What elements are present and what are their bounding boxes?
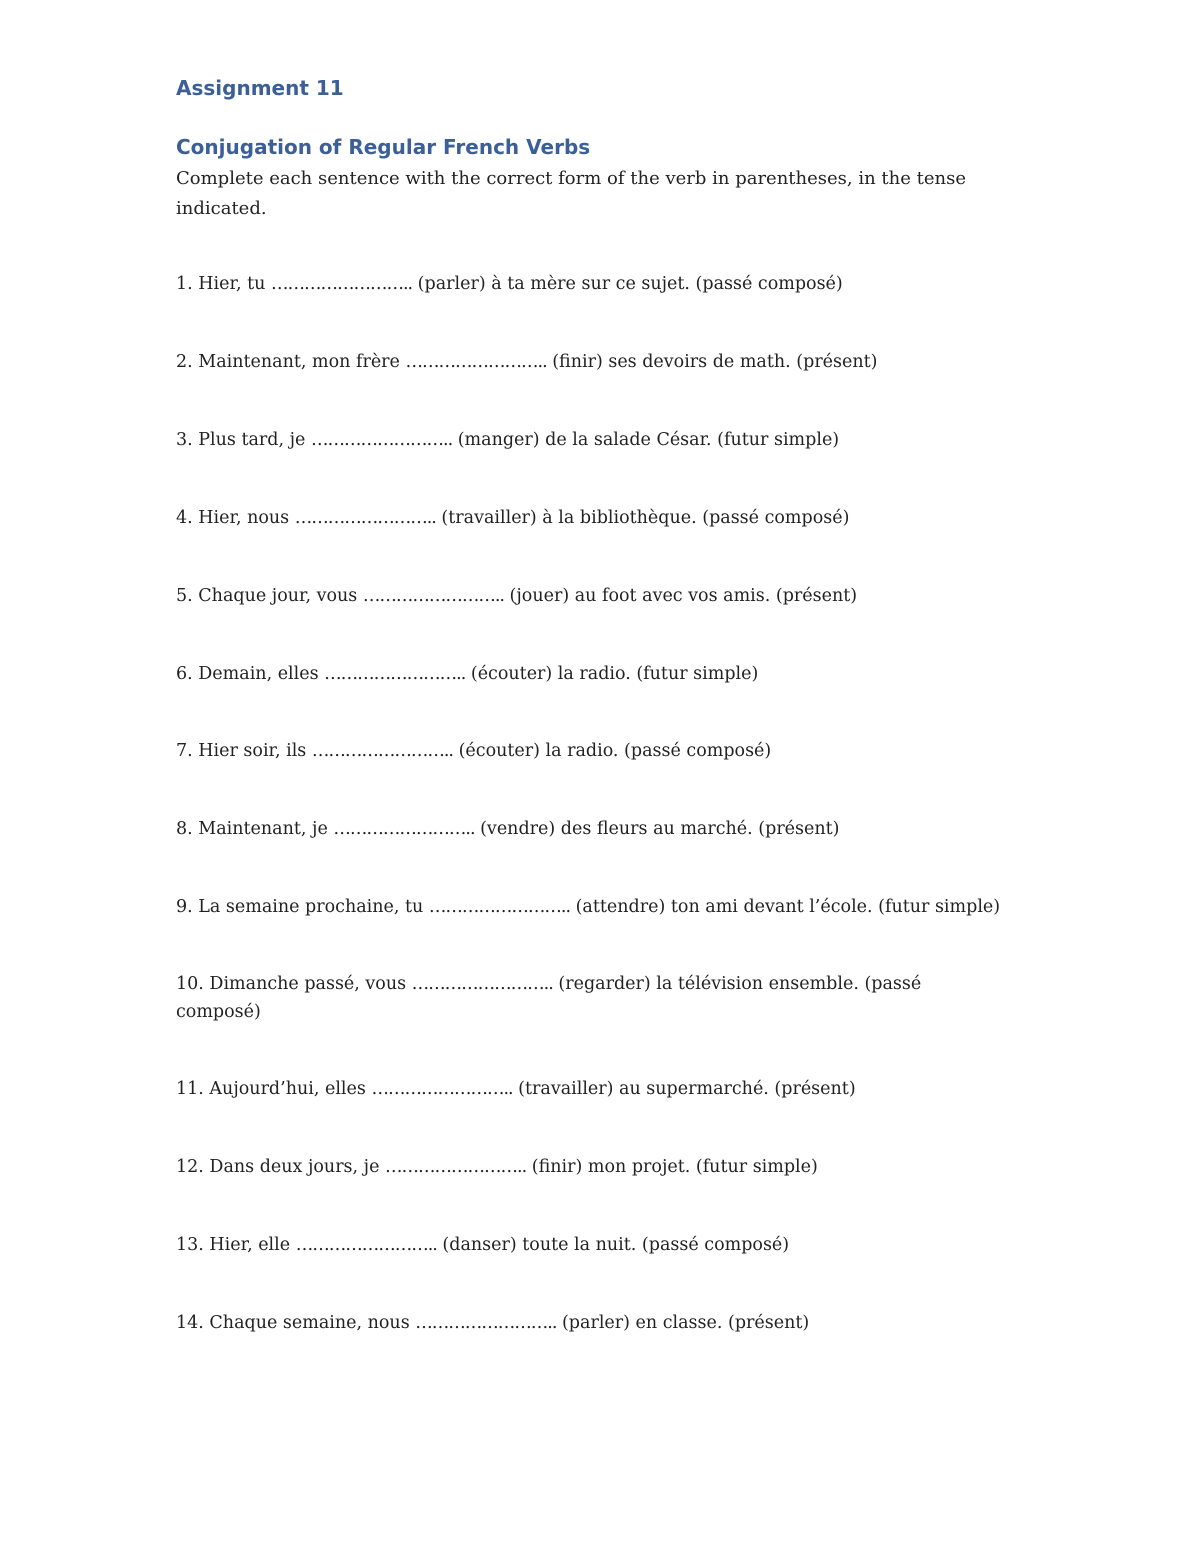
exercise-number: 13.	[176, 1235, 204, 1255]
exercise-hint: (attendre) ton ami devant l’école. (futur simple)	[575, 897, 1001, 917]
exercise-number: 2.	[176, 352, 193, 372]
exercise-number: 11.	[176, 1079, 204, 1099]
exercise-item	[176, 270, 843, 298]
exercise-hint: (écouter) la radio. (passé composé)	[458, 741, 772, 761]
exercise-hint: (vendre) des fleurs au marché. (présent)	[480, 819, 840, 839]
answer-blank: ……………………..	[311, 430, 453, 450]
exercise-number: 1.	[176, 274, 193, 294]
exercise-item	[176, 582, 857, 610]
exercise-item	[176, 1231, 789, 1259]
exercise-prompt: Hier soir, ils	[198, 741, 307, 761]
answer-blank: ……………………..	[295, 1235, 437, 1255]
instructions-text: Complete each sentence with the correct form of the verb in parentheses, in the tense indicated.	[176, 168, 966, 219]
exercise-hint: (manger) de la salade César. (futur simple)	[457, 430, 840, 450]
answer-blank: ……………………..	[324, 664, 466, 684]
exercise-item	[176, 893, 1000, 921]
exercise-hint: (écouter) la radio. (futur simple)	[470, 664, 759, 684]
answer-blank: ……………………..	[428, 897, 571, 917]
exercise-item	[176, 1153, 818, 1181]
exercise-hint: (finir) mon projet. (futur simple)	[531, 1157, 818, 1177]
exercise-item	[176, 815, 840, 843]
exercise-hint: (travailler) au supermarché. (présent)	[518, 1079, 856, 1099]
exercise-hint: (regarder) la télévision ensemble. (passé composé)	[176, 974, 922, 1022]
exercise-prompt: Aujourd’hui, elles	[209, 1079, 366, 1099]
exercise-number: 10.	[176, 974, 204, 994]
answer-blank: ……………………..	[294, 508, 436, 528]
answer-blank: ……………………..	[371, 1079, 513, 1099]
exercise-item	[176, 1309, 809, 1337]
exercise-prompt: Hier, tu	[198, 274, 266, 294]
exercise-prompt: Hier, nous	[198, 508, 290, 528]
exercise-number: 9.	[176, 897, 193, 917]
exercise-item	[176, 504, 849, 532]
exercise-prompt: Plus tard, je	[198, 430, 306, 450]
exercise-item	[176, 1075, 856, 1103]
exercise-prompt: La semaine prochaine, tu	[198, 897, 424, 917]
exercise-item	[176, 660, 758, 688]
exercise-hint: (danser) toute la nuit. (passé composé)	[442, 1235, 790, 1255]
exercise-number: 3.	[176, 430, 193, 450]
exercise-number: 4.	[176, 508, 193, 528]
exercise-hint: (travailler) à la bibliothèque. (passé composé)	[441, 508, 850, 528]
answer-blank: ……………………..	[333, 819, 475, 839]
section-heading: Conjugation of Regular French Verbs	[176, 135, 591, 159]
exercise-prompt: Chaque jour, vous	[198, 586, 358, 606]
answer-blank: ……………………..	[415, 1313, 557, 1333]
answer-blank: ……………………..	[411, 974, 553, 994]
exercise-item	[176, 426, 839, 454]
exercise-prompt: Dimanche passé, vous	[209, 974, 407, 994]
exercise-prompt: Maintenant, je	[198, 819, 328, 839]
exercise-item	[176, 348, 878, 376]
exercise-prompt: Chaque semaine, nous	[209, 1313, 410, 1333]
exercise-hint: (parler) en classe. (présent)	[561, 1313, 810, 1333]
answer-blank: ……………………..	[405, 352, 547, 372]
exercise-prompt: Demain, elles	[198, 664, 319, 684]
exercise-hint: (jouer) au foot avec vos amis. (présent)	[509, 586, 858, 606]
exercise-prompt: Maintenant, mon frère	[198, 352, 400, 372]
exercise-hint: (finir) ses devoirs de math. (présent)	[552, 352, 878, 372]
exercise-hint: (parler) à ta mère sur ce sujet. (passé composé)	[417, 274, 843, 294]
assignment-title: Assignment 11	[176, 76, 344, 100]
answer-blank: ……………………..	[311, 741, 453, 761]
exercise-item	[176, 970, 956, 1026]
exercise-number: 6.	[176, 664, 193, 684]
answer-blank: ……………………..	[362, 586, 504, 606]
exercise-item	[176, 737, 771, 765]
answer-blank: ……………………..	[270, 274, 413, 294]
exercise-number: 12.	[176, 1157, 204, 1177]
exercise-number: 8.	[176, 819, 193, 839]
exercise-prompt: Hier, elle	[209, 1235, 291, 1255]
exercise-number: 5.	[176, 586, 193, 606]
exercise-number: 7.	[176, 741, 193, 761]
exercise-number: 14.	[176, 1313, 204, 1333]
answer-blank: ……………………..	[385, 1157, 527, 1177]
exercise-prompt: Dans deux jours, je	[209, 1157, 380, 1177]
